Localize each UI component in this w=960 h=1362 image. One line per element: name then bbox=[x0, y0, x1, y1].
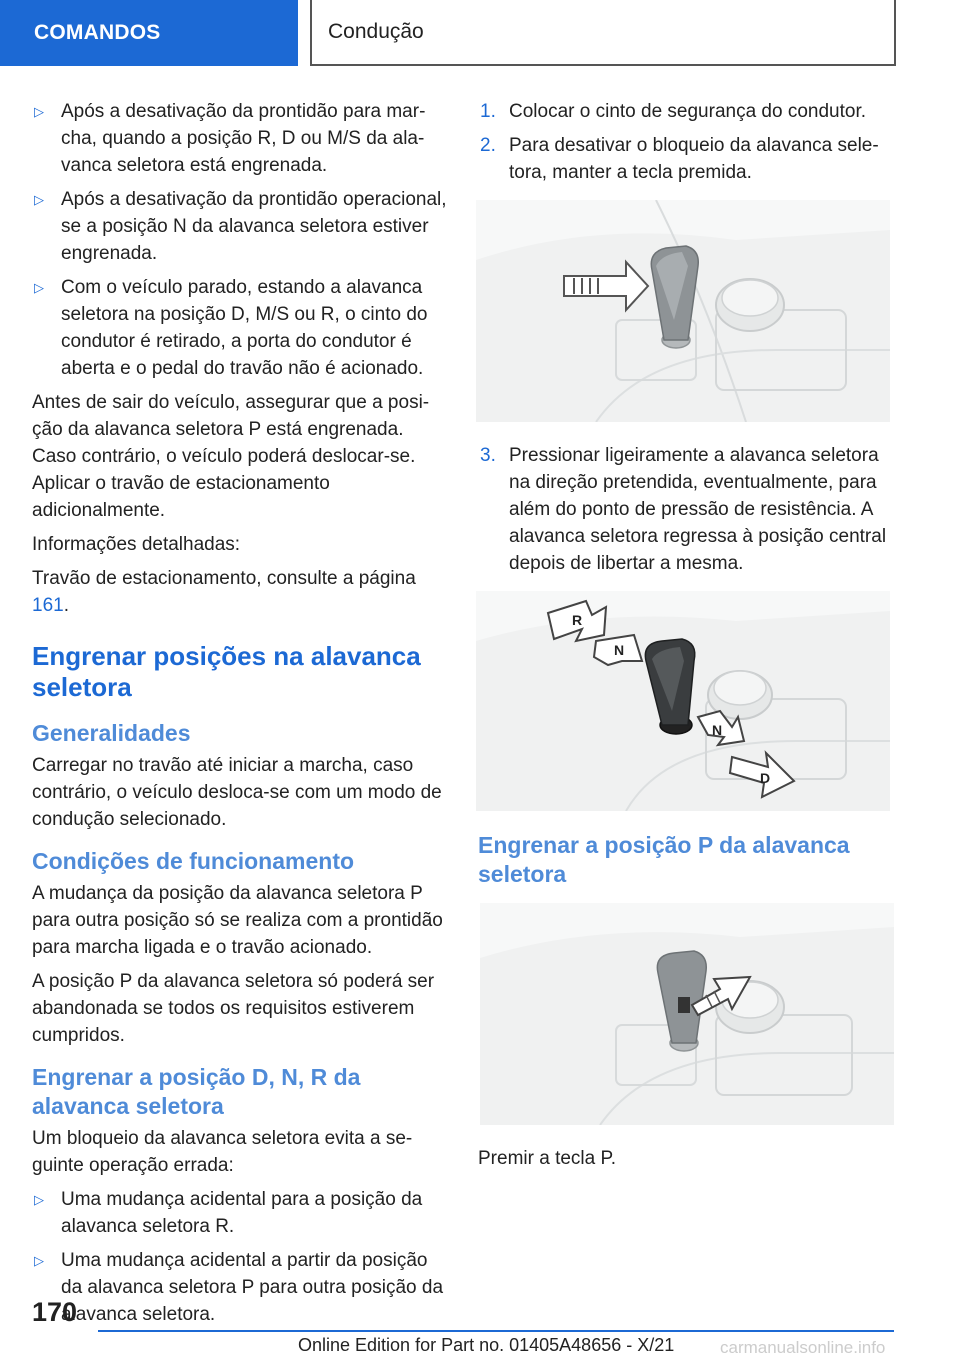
bullet-item: ▷ Após a desativação da prontidão operacional, se a posição N da alavanca seletora estiver engrenada. bbox=[32, 186, 450, 267]
subheading-general: Generalidades bbox=[32, 720, 191, 746]
step-item: 2. Para desativar o bloqueio da alavanca seletora, manter a tecla premida. bbox=[480, 135, 879, 183]
triangle-bullet-icon: ▷ bbox=[34, 1253, 44, 1268]
paragraph-general: Carregar no travão até iniciar a marcha, caso contrário, o veículo desloca-se com um modo de condução selecionado. bbox=[32, 755, 442, 830]
paragraph-conditions-1: A mudança da posição da alavanca seletora P para outra posição só se realiza com a prontidão para marcha ligada e o travão acionado. bbox=[32, 883, 443, 958]
watermark: carmanualsonline.info bbox=[720, 1338, 886, 1357]
paragraph-park: Premir a tecla P. bbox=[478, 1148, 616, 1169]
triangle-bullet-icon: ▷ bbox=[34, 1192, 44, 1207]
info-label: Informações detalhadas: bbox=[32, 534, 241, 555]
info-reference: Travão de estacionamento, consulte a página 161. bbox=[32, 568, 416, 616]
direction-label-n-lower: N bbox=[712, 722, 723, 738]
bullet-item: ▷ Uma mudança acidental para a posição da alavanca seletora R. bbox=[32, 1186, 450, 1240]
section-heading: Engrenar posições na alavanca seletora bbox=[32, 641, 421, 702]
paragraph-before-exit: Antes de sair do veículo, assegurar que a posição da alavanca seletora P está engrenada. Caso contrário, o veículo poderá deslocar-se. Aplicar o travão de estacionamento adicionalmente. bbox=[32, 392, 430, 521]
triangle-bullet-icon: ▷ bbox=[34, 280, 44, 295]
section-tab: COMANDOS bbox=[0, 0, 298, 66]
left-column bbox=[32, 98, 450, 1335]
edition-text: Online Edition for Part no. 01405A48656 - X/21 bbox=[298, 1335, 675, 1355]
direction-label-r: R bbox=[572, 612, 583, 628]
bullet-item: ▷ Uma mudança acidental a partir da posição da alavanca seletora P para outra posição da alavanca seletora. bbox=[32, 1247, 450, 1328]
figure-selector-lever-button bbox=[476, 200, 890, 422]
page-link[interactable]: 161 bbox=[32, 595, 64, 616]
subheading-dnr: Engrenar a posição D, N, R da alavanca seletora bbox=[32, 1064, 361, 1119]
step-item: 1. Colocar o cinto de segurança do condutor. bbox=[480, 101, 867, 122]
page-number: 170 bbox=[32, 1297, 78, 1327]
chapter-title: Condução bbox=[310, 0, 896, 66]
right-column bbox=[478, 98, 898, 1179]
paragraph-dnr: Um bloqueio da alavanca seletora evita a seguinte operação errada: bbox=[32, 1128, 413, 1176]
subheading-conditions: Condições de funcionamento bbox=[32, 848, 355, 874]
page-header bbox=[0, 0, 960, 66]
bullet-item: ▷ Com o veículo parado, estando a alavanca seletora na posição D, M/S ou R, o cinto do condutor é retirado, a porta do condutor é aberta e o pedal do travão não é acionado. bbox=[32, 274, 450, 382]
triangle-bullet-icon: ▷ bbox=[34, 192, 44, 207]
figure-selector-lever-park bbox=[480, 903, 894, 1125]
direction-label-d: D bbox=[760, 770, 771, 786]
paragraph-conditions-2: A posição P da alavanca seletora só poderá ser abandonada se todos os requisitos estiverem cumpridos. bbox=[32, 971, 435, 1046]
triangle-bullet-icon: ▷ bbox=[34, 104, 44, 119]
subheading-park: Engrenar a posição P da alavanca seletora bbox=[478, 832, 850, 887]
footer-divider bbox=[98, 1330, 894, 1332]
direction-label-n-upper: N bbox=[614, 642, 625, 658]
figure-selector-lever-directions bbox=[476, 591, 890, 811]
step-item: 3. Pressionar ligeiramente a alavanca seletora na direção pretendida, eventualmente, para além do ponto de pressão de resistência. A alavanca seletora regressa à posição central depois de libertar a mesma. bbox=[480, 445, 887, 574]
bullet-item: ▷ Após a desativação da prontidão para marcha, quando a posição R, D ou M/S da alavanca seletora está engrenada. bbox=[32, 98, 450, 179]
